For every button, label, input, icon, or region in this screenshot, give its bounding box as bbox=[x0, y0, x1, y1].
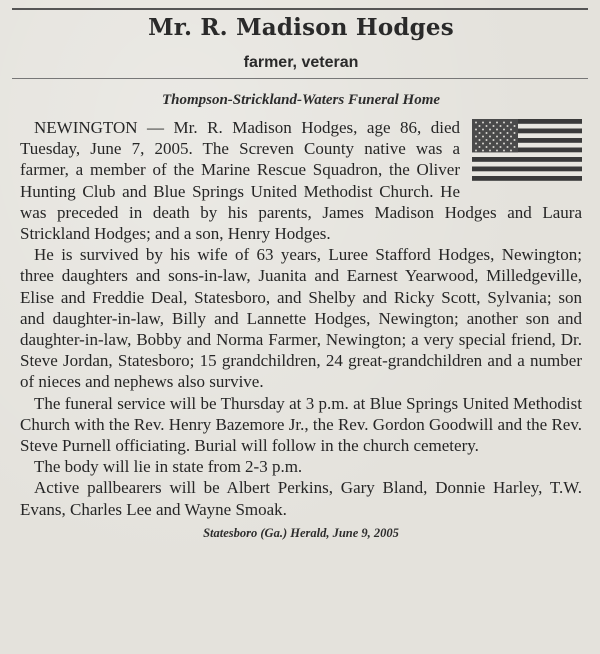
obituary-paragraph-lie-in-state: The body will lie in state from 2-3 p.m. bbox=[34, 457, 303, 477]
occupation-subtitle: farmer, veteran bbox=[243, 54, 359, 71]
obituary-paragraph-death-notice: NEWINGTON — Mr. R. Madison Hodges, age 86, died Tuesday, June 7, 2005. The Screven County native was a farmer, a member of the Marine Rescue Squadron, the Oliver Hunting Club and Blue Springs United Methodist Church. He was preceded in death by his parents, James Madison Hodges and Laura Strickland Hodges; and a son, Henry Hodges. bbox=[20, 118, 582, 244]
american-flag-icon bbox=[472, 119, 582, 181]
newspaper-source-credit: Statesboro (Ga.) Herald, June 9, 2005 bbox=[203, 525, 399, 540]
obituary-paragraph-pallbearers: Active pallbearers will be Albert Perkins, Gary Bland, Donnie Harley, T.W. Evans, Charles Lee and Wayne Smoak. bbox=[20, 478, 582, 519]
obituary-paragraph-funeral-service: The funeral service will be Thursday at 3 p.m. at Blue Springs United Methodist Church with the Rev. Henry Bazemore Jr., the Rev. Gordon Goodwill and the Rev. Steve Purnell officiating. Burial will follow in the church cemetery. bbox=[20, 393, 582, 456]
subtitle-rule bbox=[12, 78, 588, 79]
funeral-home-name: Thompson-Strickland-Waters Funeral Home bbox=[161, 92, 441, 108]
obituary-paragraph-survivors: He is survived by his wife of 63 years, Luree Stafford Hodges, Newington; three daughters and sons-in-law, Juanita and Earnest Yearwood, Milledgeville, Elise and Freddie Deal, Statesboro, and Shelby and Ricky Scott, Sylvania; son and daughter-in-law, Billy and Lannette Hodges, Newington; another son and daughter-in-law, Bobby and Norma Farmer, Newington; a very special friend, Dr. Steve Jordan, Statesboro; 15 grandchildren, 24 great-grandchildren and a number of nieces and nephews also survive. bbox=[20, 245, 582, 392]
top-rule bbox=[12, 8, 588, 10]
flag-canton bbox=[472, 119, 518, 152]
deceased-name: Mr. R. Madison Hodges bbox=[148, 14, 454, 41]
obituary-body bbox=[20, 117, 582, 520]
